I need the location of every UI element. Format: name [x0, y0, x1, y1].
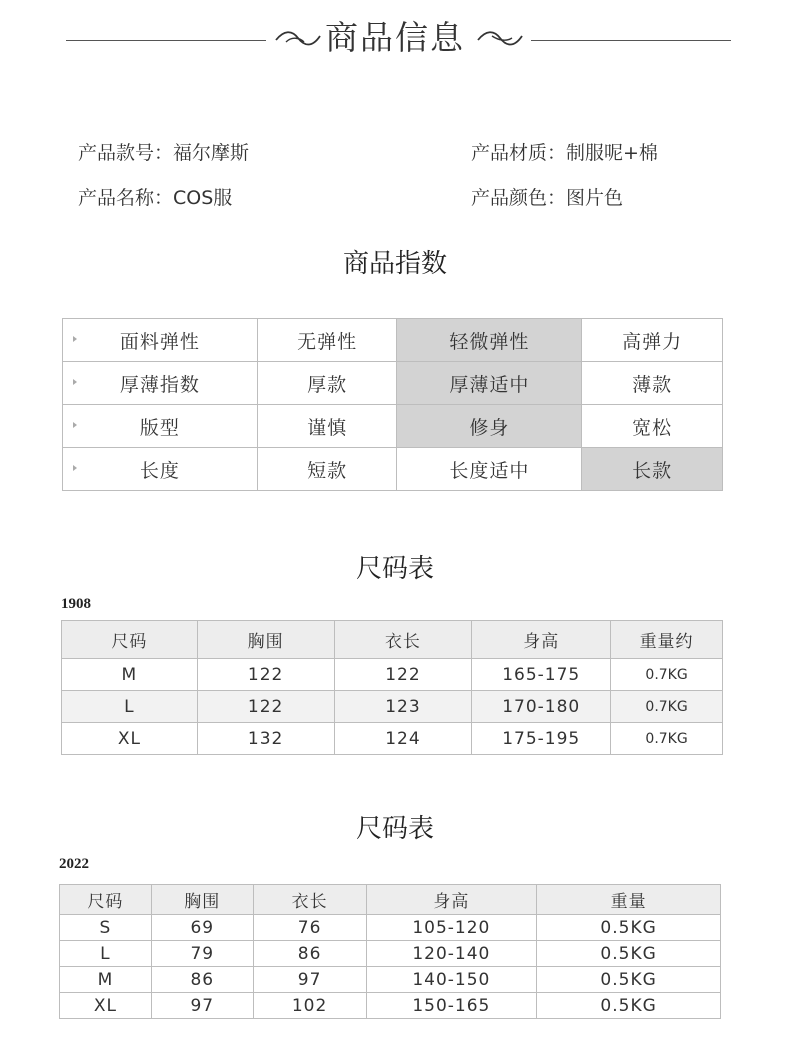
table-cell: 76: [253, 915, 366, 941]
index-option-selected: 长款: [582, 448, 723, 491]
info-color: 产品颜色：图片色: [471, 187, 624, 209]
index-row: [63, 362, 723, 405]
index-row: [63, 405, 723, 448]
table-cell: 122: [197, 659, 334, 691]
table-cell: 69: [151, 915, 253, 941]
bullet-triangle-icon: [73, 465, 77, 471]
info-model: 产品款号：福尔摩斯: [78, 142, 250, 164]
index-row: [63, 319, 723, 362]
index-label: 版型: [63, 405, 258, 448]
table-cell: 0.7KG: [611, 659, 723, 691]
table-cell: M: [60, 967, 152, 993]
table-cell: 0.7KG: [611, 723, 723, 755]
table-cell: 132: [197, 723, 334, 755]
info-name: 产品名称：COS服: [78, 187, 233, 209]
bullet-triangle-icon: [73, 422, 77, 428]
index-option: 宽松: [582, 405, 723, 448]
index-label: 长度: [63, 448, 258, 491]
table-cell: 0.5KG: [537, 941, 721, 967]
table-header-row: [62, 621, 723, 659]
table-cell: XL: [62, 723, 198, 755]
size-table-2: [59, 884, 721, 1019]
index-option: 薄款: [582, 362, 723, 405]
bullet-triangle-icon: [73, 379, 77, 385]
table-cell: 86: [253, 941, 366, 967]
size-table-1-title: 尺码表: [355, 554, 434, 584]
table-cell: 0.5KG: [537, 915, 721, 941]
column-header: 重量约: [611, 621, 723, 659]
table-cell: XL: [60, 993, 152, 1019]
column-header: 重量: [537, 885, 721, 915]
table-row: [62, 723, 723, 755]
index-option: 高弹力: [582, 319, 723, 362]
column-header: 身高: [472, 621, 611, 659]
table-row: [62, 691, 723, 723]
index-row: [63, 448, 723, 491]
table-row: [60, 941, 721, 967]
index-label: 面料弹性: [63, 319, 258, 362]
table-cell: 102: [253, 993, 366, 1019]
table-cell: 175-195: [472, 723, 611, 755]
table-cell: 0.5KG: [537, 967, 721, 993]
table-row: [60, 967, 721, 993]
index-title: 商品指数: [342, 249, 447, 279]
table-cell: 105-120: [366, 915, 537, 941]
table-cell: 122: [197, 691, 334, 723]
column-header: 衣长: [253, 885, 366, 915]
table-cell: 97: [253, 967, 366, 993]
table-cell: 79: [151, 941, 253, 967]
table-cell: 122: [334, 659, 472, 691]
index-option: 长度适中: [397, 448, 582, 491]
table-row: [60, 915, 721, 941]
swirl-ornament-right-icon: [476, 28, 524, 50]
column-header: 衣长: [334, 621, 472, 659]
column-header: 胸围: [197, 621, 334, 659]
table-row: [60, 993, 721, 1019]
size-table-2-year: 2022: [59, 856, 89, 872]
index-option: 无弹性: [257, 319, 397, 362]
index-option-selected: 修身: [397, 405, 582, 448]
table-cell: 150-165: [366, 993, 537, 1019]
index-option: 短款: [257, 448, 397, 491]
table-cell: 124: [334, 723, 472, 755]
table-cell: 170-180: [472, 691, 611, 723]
table-cell: 0.5KG: [537, 993, 721, 1019]
index-option: 厚款: [257, 362, 397, 405]
index-option: 谨慎: [257, 405, 397, 448]
size-table-2-title: 尺码表: [355, 814, 434, 844]
bullet-triangle-icon: [73, 336, 77, 342]
table-header-row: [60, 885, 721, 915]
table-row: [62, 659, 723, 691]
table-cell: 165-175: [472, 659, 611, 691]
table-cell: 0.7KG: [611, 691, 723, 723]
table-cell: 140-150: [366, 967, 537, 993]
table-cell: 120-140: [366, 941, 537, 967]
size-table-1-year: 1908: [61, 596, 91, 612]
column-header: 尺码: [62, 621, 198, 659]
index-option-selected: 厚薄适中: [397, 362, 582, 405]
table-cell: 97: [151, 993, 253, 1019]
column-header: 尺码: [60, 885, 152, 915]
table-cell: L: [60, 941, 152, 967]
index-label: 厚薄指数: [63, 362, 258, 405]
column-header: 胸围: [151, 885, 253, 915]
table-cell: 123: [334, 691, 472, 723]
page-title: 商品信息: [325, 18, 465, 57]
index-option-selected: 轻微弹性: [397, 319, 582, 362]
size-table-1: [61, 620, 723, 755]
product-index-table: [62, 318, 723, 491]
header-line-right: [531, 40, 731, 41]
table-cell: S: [60, 915, 152, 941]
info-material: 产品材质：制服呢+棉: [471, 142, 658, 164]
table-cell: L: [62, 691, 198, 723]
table-cell: M: [62, 659, 198, 691]
column-header: 身高: [366, 885, 537, 915]
table-cell: 86: [151, 967, 253, 993]
